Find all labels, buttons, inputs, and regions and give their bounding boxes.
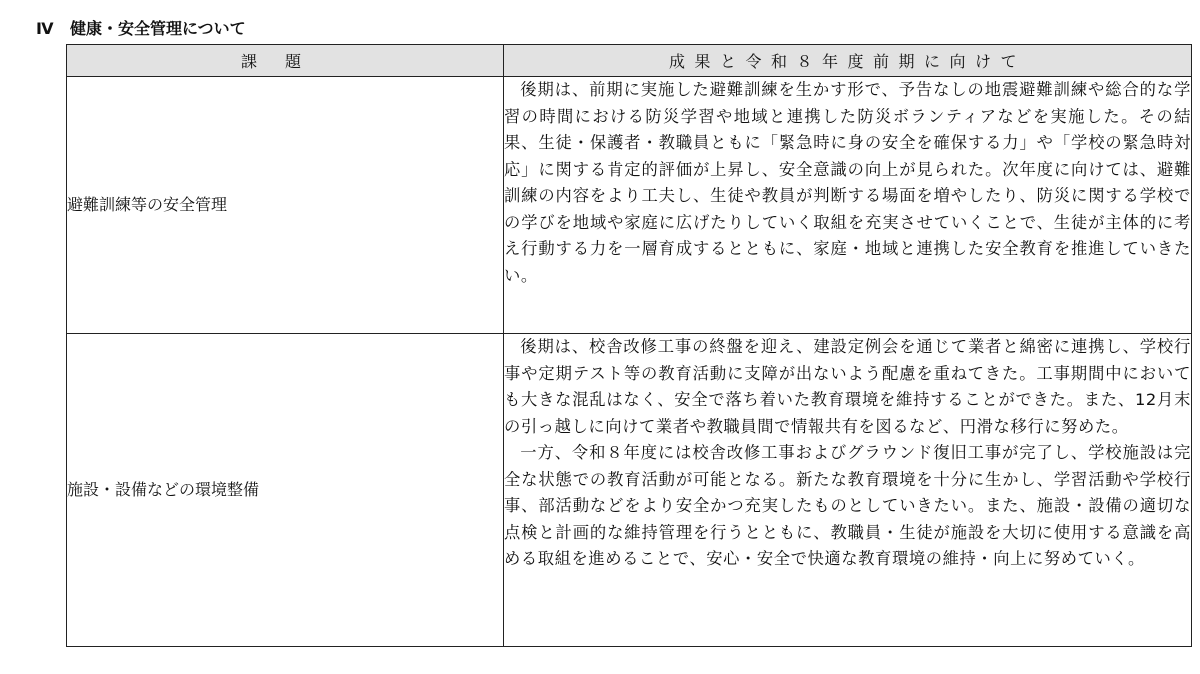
section-title: 健康・安全管理について bbox=[70, 19, 246, 38]
section-heading bbox=[36, 18, 246, 40]
header-result: 成果と令和８年度前期に向けて bbox=[504, 45, 1192, 77]
result-cell-evacuation bbox=[504, 77, 1192, 334]
result-paragraph: 後期は、校舎改修工事の終盤を迎え、建設定例会を通じて業者と綿密に連携し、学校行事や定期テスト等の教育活動に支障が出ないよう配慮を重ねてきた。工事期間中においても大きな混乱はなく、安全で落ち着いた教育環境を維持することができた。また、12月末の引っ越しに向けて業者や教職員間で情報共有を図るなど、円滑な移行に努めた。 bbox=[504, 337, 1191, 436]
header-topic: 課題 bbox=[67, 45, 504, 77]
table-row bbox=[67, 77, 1192, 334]
result-paragraph: 後期は、前期に実施した避難訓練を生かす形で、予告なしの地震避難訓練や総合的な学習の時間における防災学習や地域と連携した防災ボランティアなどを実施した。その結果、生徒・保護者・教職員ともに「緊急時に身の安全を確保する力」や「学校の緊急時対応」に関する肯定的評価が上昇し、安全意識の向上が見られた。次年度に向けては、避難訓練の内容をより工夫し、生徒や教員が判断する場面を増やしたり、防災に関する学校での学びを地域や家庭に広げたりしていく取組を充実させていくことで、生徒が主体的に考え行動する力を一層育成するとともに、家庭・地域と連携した安全教育を推進していきたい。 bbox=[504, 80, 1191, 285]
result-cell-facilities bbox=[504, 334, 1192, 647]
table-header-row bbox=[67, 45, 1192, 77]
evaluation-table bbox=[66, 44, 1192, 647]
section-number: Ⅳ bbox=[36, 19, 54, 38]
table-row bbox=[67, 334, 1192, 647]
topic-cell-evacuation: 避難訓練等の安全管理 bbox=[67, 77, 504, 334]
topic-cell-facilities: 施設・設備などの環境整備 bbox=[67, 334, 504, 647]
result-paragraph: 一方、令和８年度には校舎改修工事およびグラウンド復旧工事が完了し、学校施設は完全な状態での教育活動が可能となる。新たな教育環境を十分に生かし、学習活動や学校行事、部活動などをより安全かつ充実したものとしていきたい。また、施設・設備の適切な点検と計画的な維持管理を行うとともに、教職員・生徒が施設を大切に使用する意識を高める取組を進めることで、安心・安全で快適な教育環境の維持・向上に努めていく。 bbox=[504, 443, 1191, 568]
